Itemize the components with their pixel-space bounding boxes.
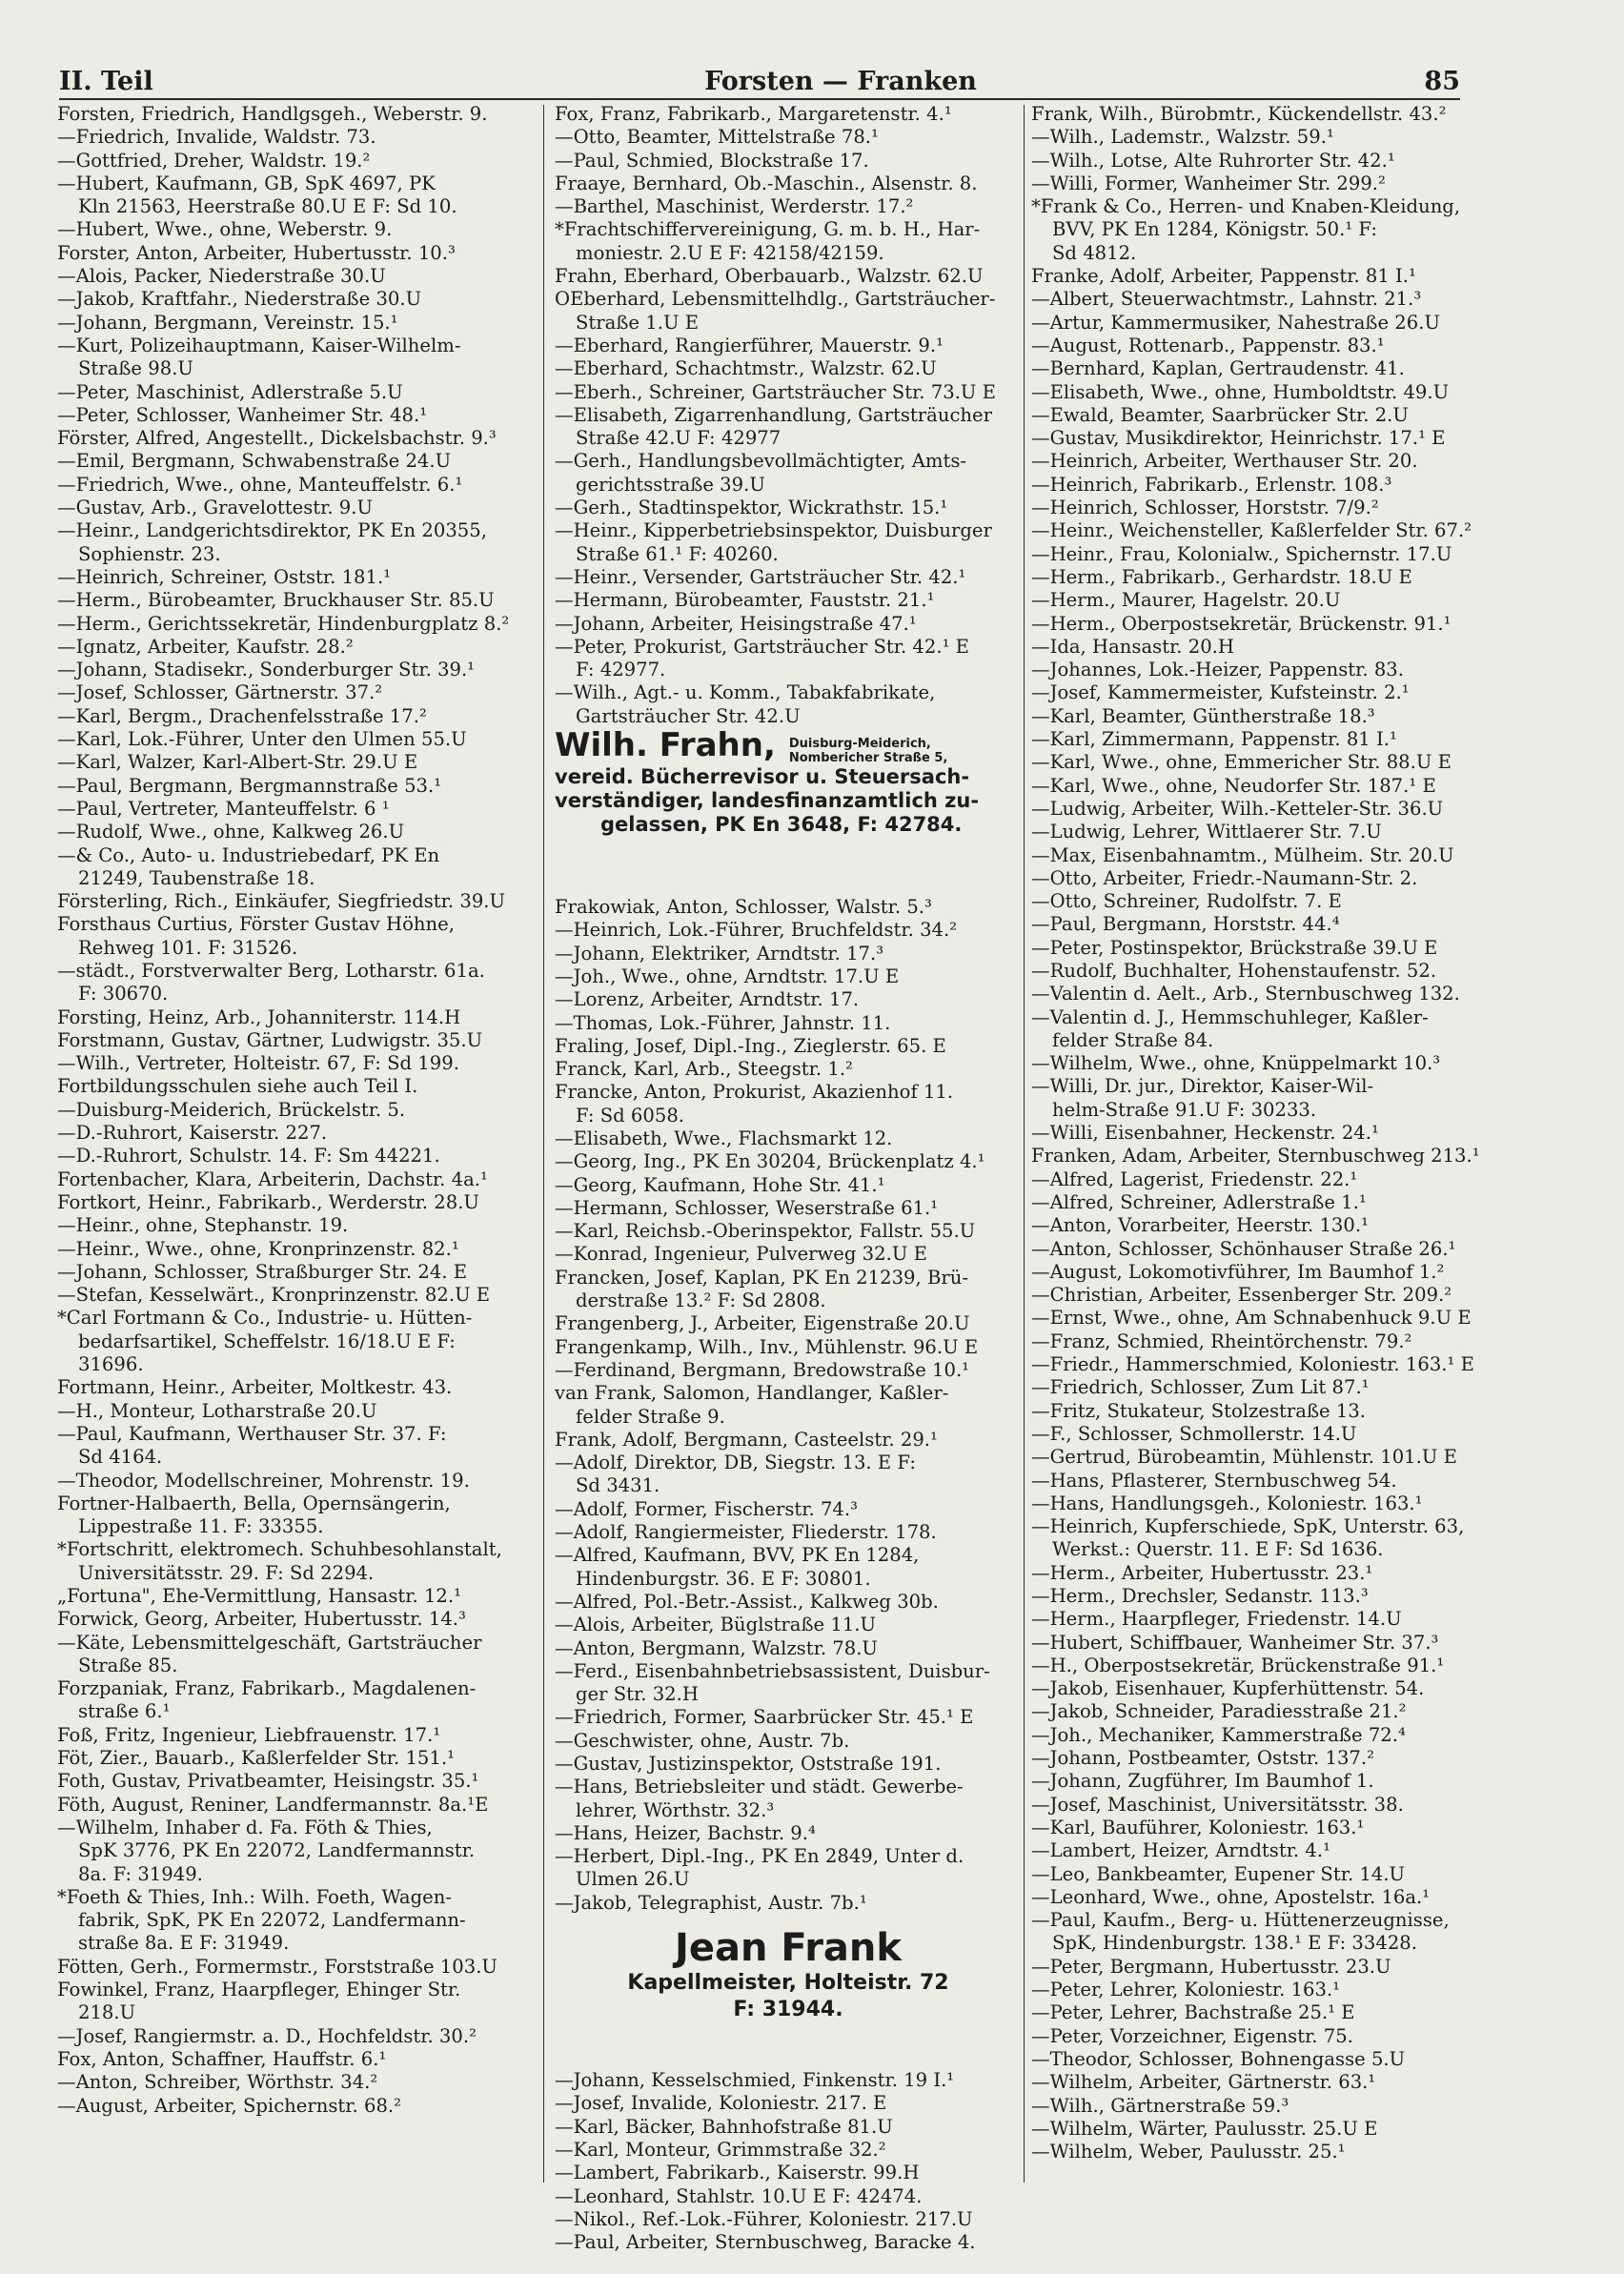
directory-entry: —Adolf, Former, Fischerstr. 74.³ bbox=[555, 1497, 858, 1520]
ad-line: F: 31944. bbox=[733, 1998, 843, 2022]
directory-entry: —Christian, Arbeiter, Essenberger Str. 209.² bbox=[1031, 1284, 1452, 1307]
directory-entry: —Max, Eisenbahnamtm., Mülheim. Str. 20.U bbox=[1031, 843, 1454, 866]
directory-entry: *Frachtschiffervereinigung, G. m. b. H., Har- bbox=[555, 218, 981, 241]
directory-entry: derstraße 13.² F: Sd 2808. bbox=[576, 1289, 826, 1312]
directory-entry: Universitätsstr. 29. F: Sd 2294. bbox=[78, 1561, 375, 1584]
directory-entry: —Herm., Gerichtssekretär, Hindenburgplatz 8.² bbox=[57, 612, 510, 635]
directory-entry: —Ewald, Beamter, Saarbrücker Str. 2.U bbox=[1031, 403, 1409, 426]
column-2-middle bbox=[555, 896, 1022, 1915]
directory-entry: —Leo, Bankbeamter, Eupener Str. 14.U bbox=[1031, 1862, 1406, 1885]
directory-entry: *Foeth & Thies, Inh.: Wilh. Foeth, Wagen- bbox=[57, 1885, 452, 1908]
directory-entry: —Heinr., Weichensteller, Kaßlerfelder Str. 67.² bbox=[1031, 519, 1472, 542]
directory-entry: Forsting, Heinz, Arb., Johanniterstr. 114.H bbox=[57, 1005, 461, 1028]
directory-entry: —Gottfried, Dreher, Waldstr. 19.² bbox=[57, 149, 371, 172]
directory-entry: Straße 61.¹ F: 40260. bbox=[576, 542, 779, 565]
directory-entry: —Herbert, Dipl.-Ing., PK En 2849, Unter d. bbox=[555, 1845, 964, 1868]
directory-entry: Frakowiak, Anton, Schlosser, Walstr. 5.³ bbox=[555, 896, 932, 919]
directory-entry: —Peter, Maschinist, Adlerstraße 5.U bbox=[57, 380, 403, 403]
directory-entry: Fortner-Halbaerth, Bella, Opernsängerin, bbox=[57, 1492, 451, 1514]
directory-entry: —Wilhelm, Inhaber d. Fa. Föth & Thies, bbox=[57, 1816, 433, 1838]
directory-entry: —Friedr., Hammerschmied, Koloniestr. 163.¹ E bbox=[1031, 1353, 1474, 1376]
directory-entry: —Eberhard, Schachtmstr., Walzstr. 62.U bbox=[555, 357, 937, 380]
directory-entry: —Hermann, Bürobeamter, Fauststr. 21.¹ bbox=[555, 589, 935, 612]
directory-entry: —D.-Ruhrort, Schulstr. 14. F: Sm 44221. bbox=[57, 1145, 440, 1167]
directory-entry: —Bernhard, Kaplan, Gertraudenstr. 41. bbox=[1031, 357, 1405, 380]
directory-entry: —Paul, Bergmann, Horststr. 44.⁴ bbox=[1031, 913, 1340, 936]
directory-entry: —Otto, Arbeiter, Friedr.-Naumann-Str. 2. bbox=[1031, 866, 1418, 889]
directory-entry: 31696. bbox=[78, 1353, 144, 1376]
directory-entry: —F., Schlosser, Schmollerstr. 14.U bbox=[1031, 1422, 1357, 1445]
directory-entry: —Heinrich, Lok.-Führer, Bruchfeldstr. 34.² bbox=[555, 919, 958, 942]
directory-entry: Fötten, Gerh., Formermstr., Forststraße 103.U bbox=[57, 1955, 497, 1978]
column-divider bbox=[1024, 105, 1025, 2183]
directory-entry: —August, Arbeiter, Spichernstr. 68.² bbox=[57, 2094, 401, 2117]
directory-entry: —Georg, Kaufmann, Hohe Str. 41.¹ bbox=[555, 1173, 885, 1196]
ad-line: gelassen, PK En 3648, F: 42784. bbox=[600, 813, 963, 837]
directory-entry: —Karl, Bauführer, Koloniestr. 163.¹ bbox=[1031, 1816, 1365, 1838]
directory-entry: —Josef, Invalide, Koloniestr. 217. E bbox=[555, 2092, 887, 2115]
directory-entry: —Hans, Heizer, Bachstr. 9.⁴ bbox=[555, 1821, 816, 1844]
directory-entry: Sophienstr. 23. bbox=[78, 542, 221, 565]
directory-entry: —Karl, Bäcker, Bahnhofstraße 81.U bbox=[555, 2115, 893, 2138]
directory-entry: —Friedrich, Invalide, Waldstr. 73. bbox=[57, 126, 376, 149]
directory-entry: Frahn, Eberhard, Oberbauarb., Walzstr. 62.U bbox=[555, 265, 984, 288]
directory-entry: —Alfred, Pol.-Betr.-Assist., Kalkweg 30b. bbox=[555, 1590, 939, 1613]
directory-entry: Föth, August, Reniner, Landfermannstr. 8a.¹E bbox=[57, 1793, 489, 1816]
column-2 bbox=[555, 103, 1022, 2254]
directory-entry: —Gustav, Arb., Gravelottestr. 9.U bbox=[57, 497, 373, 519]
directory-entry: moniestr. 2.U E F: 42158/42159. bbox=[576, 241, 884, 264]
directory-entry: —Duisburg-Meiderich, Brückelstr. 5. bbox=[57, 1098, 406, 1121]
directory-entry: Fortbildungsschulen siehe auch Teil I. bbox=[57, 1075, 418, 1098]
directory-entry: —Wilh., Lotse, Alte Ruhrorter Str. 42.¹ bbox=[1031, 149, 1395, 172]
directory-entry: —Ludwig, Arbeiter, Wilh.-Ketteler-Str. 36.U bbox=[1031, 797, 1444, 820]
directory-entry: —Alfred, Schreiner, Adlerstraße 1.¹ bbox=[1031, 1190, 1367, 1213]
directory-entry: —Paul, Kaufm., Berg- u. Hüttenerzeugnisse, bbox=[1031, 1909, 1450, 1932]
directory-entry: —& Co., Auto- u. Industriebedarf, PK En bbox=[57, 843, 440, 866]
directory-entry: —Wilhelm, Wwe., ohne, Knüppelmarkt 10.³ bbox=[1031, 1052, 1441, 1075]
directory-entry: Förster, Alfred, Angestellt., Dickelsbachstr. 9.³ bbox=[57, 427, 497, 450]
directory-entry: —Paul, Vertreter, Manteuffelstr. 6 ¹ bbox=[57, 797, 390, 820]
directory-entry: —Elisabeth, Wwe., ohne, Humboldtstr. 49.U bbox=[1031, 380, 1450, 403]
directory-entry: —Lambert, Fabrikarb., Kaiserstr. 99.H bbox=[555, 2162, 920, 2184]
directory-entry: —Johann, Kesselschmied, Finkenstr. 19 I.¹ bbox=[555, 2069, 955, 2092]
directory-entry: —Johann, Zugführer, Im Baumhof 1. bbox=[1031, 1770, 1374, 1793]
directory-entry: van Frank, Salomon, Handlanger, Kaßler- bbox=[555, 1382, 949, 1405]
directory-entry: *Frank & Co., Herren- und Knaben-Kleidung, bbox=[1031, 195, 1461, 218]
directory-entry: Franck, Karl, Arb., Steegstr. 1.² bbox=[555, 1058, 853, 1081]
directory-entry: Foß, Fritz, Ingenieur, Liebfrauenstr. 17.¹ bbox=[57, 1723, 441, 1746]
directory-entry: —Gerh., Handlungsbevollmächtigter, Amts- bbox=[555, 450, 967, 473]
directory-entry: —Karl, Bergm., Drachenfelsstraße 17.² bbox=[57, 704, 427, 727]
directory-entry: bedarfsartikel, Scheffelstr. 16/18.U E F: bbox=[78, 1330, 456, 1352]
directory-entry: Straße 85. bbox=[78, 1654, 178, 1676]
directory-entry: —Karl, Walzer, Karl-Albert-Str. 29.U E bbox=[57, 751, 418, 774]
directory-entry: —Albert, Steuerwachtmstr., Lahnstr. 21.³ bbox=[1031, 288, 1422, 311]
directory-entry: felder Straße 9. bbox=[576, 1405, 725, 1428]
directory-entry: —Johann, Stadisekr., Sonderburger Str. 39.¹ bbox=[57, 659, 476, 681]
directory-entry: Fortmann, Heinr., Arbeiter, Moltkestr. 43. bbox=[57, 1376, 453, 1399]
directory-entry: —Franz, Schmied, Rheintörchenstr. 79.² bbox=[1031, 1330, 1412, 1352]
directory-entry: —Johann, Postbeamter, Oststr. 137.² bbox=[1031, 1747, 1374, 1770]
directory-entry: —Elisabeth, Wwe., Flachsmarkt 12. bbox=[555, 1127, 893, 1149]
directory-entry: Rehweg 101. F: 31526. bbox=[78, 936, 298, 959]
directory-entry: —Friedrich, Schlosser, Zum Lit 87.¹ bbox=[1031, 1376, 1370, 1399]
directory-entry: —Anton, Schreiber, Wörthstr. 34.² bbox=[57, 2071, 378, 2094]
directory-entry: Fortenbacher, Klara, Arbeiterin, Dachstr. 4a.¹ bbox=[57, 1167, 488, 1190]
directory-entry: Franke, Adolf, Arbeiter, Pappenstr. 81 I.¹ bbox=[1031, 265, 1416, 288]
directory-entry: —Peter, Schlosser, Wanheimer Str. 48.¹ bbox=[57, 403, 428, 426]
directory-entry: —Heinrich, Fabrikarb., Erlenstr. 108.³ bbox=[1031, 473, 1392, 496]
directory-entry: —Gertrud, Bürobeamtin, Mühlenstr. 101.U E bbox=[1031, 1446, 1457, 1469]
directory-entry: Forstmann, Gustav, Gärtner, Ludwigstr. 35.U bbox=[57, 1028, 483, 1051]
directory-entry: Foth, Gustav, Privatbeamter, Heisingstr. 35.¹ bbox=[57, 1770, 479, 1793]
directory-entry: 21249, Taubenstraße 18. bbox=[78, 866, 315, 889]
directory-entry: —Peter, Lehrer, Koloniestr. 163.¹ bbox=[1031, 1979, 1341, 2001]
directory-entry: straße 6.¹ bbox=[78, 1700, 171, 1723]
directory-entry: —Heinrich, Kupferschiede, SpK, Unterstr. 63, bbox=[1031, 1515, 1465, 1538]
directory-entry: —Elisabeth, Zigarrenhandlung, Gartsträucher bbox=[555, 403, 992, 426]
directory-entry: —Herm., Bürobeamter, Bruckhauser Str. 85.U bbox=[57, 589, 495, 612]
advertisement-jean-frank bbox=[555, 1915, 1022, 2069]
directory-entry: BVV, PK En 1284, Königstr. 50.¹ F: bbox=[1052, 218, 1377, 241]
directory-entry: —Konrad, Ingenieur, Pulverweg 32.U E bbox=[555, 1243, 927, 1266]
directory-entry: F: 42977. bbox=[576, 659, 666, 681]
ad-line: vereid. Bücherrevisor u. Steuersach- bbox=[555, 765, 970, 789]
directory-entry: —Herm., Haarpfleger, Friedenstr. 14.U bbox=[1031, 1608, 1402, 1631]
directory-entry: —Josef, Kammermeister, Kufsteinstr. 2.¹ bbox=[1031, 681, 1410, 704]
directory-entry: —Herm., Maurer, Hagelstr. 20.U bbox=[1031, 589, 1341, 612]
directory-entry: —Peter, Lehrer, Bachstraße 25.¹ E bbox=[1031, 2001, 1355, 2024]
directory-entry: —Willi, Former, Wanheimer Str. 299.² bbox=[1031, 172, 1386, 194]
directory-entry: —Nikol., Ref.-Lok.-Führer, Koloniestr. 217.U bbox=[555, 2207, 973, 2230]
directory-entry: —Heinr., Versender, Gartsträucher Str. 42.¹ bbox=[555, 565, 966, 588]
directory-entry: —Wilh., Vertreter, Holteistr. 67, F: Sd 199. bbox=[57, 1052, 459, 1075]
column-divider bbox=[543, 105, 544, 2183]
directory-entry: —Paul, Bergmann, Bergmannstraße 53.¹ bbox=[57, 774, 442, 797]
directory-entry: —Johann, Schlosser, Straßburger Str. 24. E bbox=[57, 1260, 468, 1283]
directory-entry: Forster, Anton, Arbeiter, Hubertusstr. 10.³ bbox=[57, 241, 456, 264]
directory-entry: helm-Straße 91.U F: 30233. bbox=[1052, 1098, 1317, 1121]
directory-entry: Straße 98.U bbox=[78, 357, 193, 380]
directory-entry: —Herm., Oberpostsekretär, Brückenstr. 91.¹ bbox=[1031, 612, 1451, 635]
directory-entry: —Peter, Prokurist, Gartsträucher Str. 42.¹ E bbox=[555, 635, 969, 658]
directory-entry: —Fritz, Stukateur, Stolzestraße 13. bbox=[1031, 1399, 1367, 1422]
directory-entry: —Josef, Schlosser, Gärtnerstr. 37.² bbox=[57, 681, 383, 704]
directory-entry: Francken, Josef, Kaplan, PK En 21239, Brü- bbox=[555, 1266, 968, 1289]
directory-entry: —Karl, Lok.-Führer, Unter den Ulmen 55.U bbox=[57, 728, 467, 751]
directory-entry: —Herm., Drechsler, Sedanstr. 113.³ bbox=[1031, 1585, 1369, 1607]
directory-entry: —Heinr., Wwe., ohne, Kronprinzenstr. 82.¹ bbox=[57, 1237, 459, 1260]
directory-entry: 218.U bbox=[78, 2001, 136, 2024]
directory-entry: —Anton, Bergmann, Walzstr. 78.U bbox=[555, 1636, 878, 1659]
directory-entry: —Herm., Fabrikarb., Gerhardstr. 18.U E bbox=[1031, 565, 1412, 588]
directory-entry: SpK, Hindenburgstr. 138.¹ E F: 33428. bbox=[1052, 1932, 1417, 1955]
column-1 bbox=[57, 103, 534, 2118]
directory-entry: —Willi, Dr. jur., Direktor, Kaiser-Wil- bbox=[1031, 1075, 1374, 1098]
header-rule bbox=[59, 98, 1460, 100]
directory-entry: Forsthaus Curtius, Förster Gustav Höhne, bbox=[57, 913, 455, 936]
page-header bbox=[59, 57, 1460, 99]
directory-entry: Forsten, Friedrich, Handlgsgeh., Weberstr. 9. bbox=[57, 103, 488, 125]
directory-entry: Föt, Zier., Bauarb., Kaßlerfelder Str. 151.¹ bbox=[57, 1747, 455, 1770]
directory-entry: —Johann, Elektriker, Arndtstr. 17.³ bbox=[555, 942, 884, 964]
directory-entry: Hindenburgstr. 36. E F: 30801. bbox=[576, 1567, 871, 1590]
directory-entry: —städt., Forstverwalter Berg, Lotharstr. 61a. bbox=[57, 959, 485, 982]
directory-entry: —Hubert, Kaufmann, GB, SpK 4697, PK bbox=[57, 172, 436, 194]
ad-line: Kapellmeister, Holteistr. 72 bbox=[627, 1971, 949, 1996]
directory-entry: —Ida, Hansastr. 20.H bbox=[1031, 635, 1234, 658]
directory-entry: —Theodor, Modellschreiner, Mohrenstr. 19. bbox=[57, 1469, 470, 1492]
directory-entry: Fortkort, Heinr., Fabrikarb., Werderstr. 28.U bbox=[57, 1190, 479, 1213]
directory-entry: —Leonhard, Wwe., ohne, Apostelstr. 16a.¹ bbox=[1031, 1885, 1431, 1908]
directory-entry: —Geschwister, ohne, Austr. 7b. bbox=[555, 1729, 850, 1752]
directory-entry: —Gerh., Stadtinspektor, Wickrathstr. 15.¹ bbox=[555, 497, 948, 519]
directory-entry: —Joh., Mechaniker, Kammerstraße 72.⁴ bbox=[1031, 1723, 1406, 1746]
column-3 bbox=[1031, 103, 1508, 2163]
directory-entry: —Thomas, Lok.-Führer, Jahnstr. 11. bbox=[555, 1011, 891, 1034]
directory-entry: Frangenkamp, Wilh., Inv., Mühlenstr. 96.U E bbox=[555, 1335, 979, 1358]
directory-entry: —Heinr., Frau, Kolonialw., Spichernstr. 17.U bbox=[1031, 542, 1452, 565]
page-number: 85 bbox=[1424, 67, 1460, 96]
directory-entry: felder Straße 84. bbox=[1052, 1028, 1214, 1051]
directory-entry: —Hans, Betriebsleiter und städt. Gewerbe- bbox=[555, 1776, 964, 1798]
directory-entry: —Ignatz, Arbeiter, Kaufstr. 28.² bbox=[57, 635, 354, 658]
directory-entry: Försterling, Rich., Einkäufer, Siegfriedstr. 39.U bbox=[57, 890, 506, 913]
directory-entry: —Ernst, Wwe., ohne, Am Schnabenhuck 9.U E bbox=[1031, 1307, 1472, 1330]
directory-entry: —Georg, Ing., PK En 30204, Brückenplatz 4.¹ bbox=[555, 1150, 985, 1173]
directory-entry: —Paul, Arbeiter, Sternbuschweg, Baracke 4. bbox=[555, 2231, 976, 2254]
column-2-bottom bbox=[555, 2069, 1022, 2254]
directory-entry: Fox, Franz, Fabrikarb., Margaretenstr. 4.¹ bbox=[555, 103, 952, 125]
directory-entry: Sd 4812. bbox=[1052, 241, 1137, 264]
directory-entry: —Adolf, Rangiermeister, Fliederstr. 178. bbox=[555, 1521, 937, 1544]
directory-entry: —Rudolf, Wwe., ohne, Kalkweg 26.U bbox=[57, 821, 405, 843]
directory-entry: —Leonhard, Stahlstr. 10.U E F: 42474. bbox=[555, 2184, 923, 2207]
directory-entry: lehrer, Wörthstr. 32.³ bbox=[576, 1798, 775, 1821]
directory-entry: ger Str. 32.H bbox=[576, 1683, 699, 1706]
directory-entry: —Wilhelm, Weber, Paulusstr. 25.¹ bbox=[1031, 2141, 1346, 2163]
directory-entry: —Heinrich, Schreiner, Oststr. 181.¹ bbox=[57, 565, 392, 588]
advertisement-wilh-frahn bbox=[555, 728, 1022, 896]
directory-entry: —Hans, Pflasterer, Sternbuschweg 54. bbox=[1031, 1469, 1397, 1492]
directory-entry: —August, Lokomotivführer, Im Baumhof 1.² bbox=[1031, 1260, 1445, 1283]
directory-entry: gerichtsstraße 39.U bbox=[576, 473, 765, 496]
directory-entry: —Hans, Handlungsgeh., Koloniestr. 163.¹ bbox=[1031, 1492, 1423, 1514]
directory-entry: —Jakob, Eisenhauer, Kupferhüttenstr. 54. bbox=[1031, 1677, 1425, 1700]
directory-entry: —D.-Ruhrort, Kaiserstr. 227. bbox=[57, 1122, 328, 1145]
directory-entry: —Josef, Maschinist, Universitätsstr. 38. bbox=[1031, 1793, 1404, 1816]
directory-entry: —Emil, Bergmann, Schwabenstraße 24.U bbox=[57, 450, 452, 473]
directory-entry: Straße 42.U F: 42977 bbox=[576, 427, 782, 450]
directory-entry: —Herm., Arbeiter, Hubertusstr. 23.¹ bbox=[1031, 1561, 1373, 1584]
directory-entry: *Carl Fortmann & Co., Industrie- u. Hütten- bbox=[57, 1307, 473, 1330]
directory-entry: —Wilh., Gärtnerstraße 59.³ bbox=[1031, 2094, 1289, 2117]
directory-entry: —Rudolf, Buchhalter, Hohenstaufenstr. 52. bbox=[1031, 959, 1437, 982]
directory-entry: —Wilh., Agt.- u. Komm., Tabakfabrikate, bbox=[555, 681, 936, 704]
directory-entry: —Wilhelm, Wärter, Paulusstr. 25.U E bbox=[1031, 2117, 1378, 2140]
directory-entry: —Otto, Schreiner, Rudolfstr. 7. E bbox=[1031, 890, 1342, 913]
directory-entry: —Friedrich, Wwe., ohne, Manteuffelstr. 6.¹ bbox=[57, 473, 463, 496]
page-title: Forsten — Franken bbox=[704, 67, 977, 96]
directory-entry: —Lambert, Heizer, Arndtstr. 4.¹ bbox=[1031, 1839, 1330, 1862]
directory-entry: —Heinr., Kipperbetriebsinspektor, Duisburger bbox=[555, 519, 992, 542]
directory-entry: OEberhard, Lebensmittelhdlg., Gartsträucher- bbox=[555, 288, 996, 311]
directory-entry: —Hubert, Wwe., ohne, Weberstr. 9. bbox=[57, 218, 393, 241]
directory-entry: —Josef, Rangiermstr. a. D., Hochfeldstr. 30.² bbox=[57, 2024, 477, 2047]
directory-entry: Frangenberg, J., Arbeiter, Eigenstraße 20.U bbox=[555, 1312, 970, 1335]
directory-entry: Fraaye, Bernhard, Ob.-Maschin., Alsenstr. 8. bbox=[555, 172, 978, 194]
directory-entry: —Karl, Reichsb.-Oberinspektor, Fallstr. 55.U bbox=[555, 1220, 976, 1243]
directory-entry: Fox, Anton, Schaffner, Hauffstr. 6.¹ bbox=[57, 2047, 387, 2070]
directory-entry: —Heinr., ohne, Stephanstr. 19. bbox=[57, 1214, 349, 1237]
directory-entry: —Hubert, Schiffbauer, Wanheimer Str. 37.³ bbox=[1031, 1631, 1439, 1654]
directory-entry: —Jakob, Telegraphist, Austr. 7b.¹ bbox=[555, 1891, 867, 1914]
directory-entry: Werkst.: Querstr. 11. E F: Sd 1636. bbox=[1052, 1538, 1384, 1561]
directory-entry: —Paul, Schmied, Blockstraße 17. bbox=[555, 149, 869, 172]
directory-entry: *Fortschritt, elektromech. Schuhbesohlanstalt, bbox=[57, 1538, 502, 1561]
directory-entry: Frank, Adolf, Bergmann, Casteelstr. 29.¹ bbox=[555, 1428, 938, 1451]
part-label: II. Teil bbox=[59, 67, 153, 96]
directory-entry: Forzpaniak, Franz, Fabrikarb., Magdalenen- bbox=[57, 1677, 477, 1700]
directory-entry: Francke, Anton, Prokurist, Akazienhof 11. bbox=[555, 1081, 954, 1104]
directory-entry: —Gustav, Musikdirektor, Heinrichstr. 17.¹ E bbox=[1031, 427, 1446, 450]
directory-entry: —Stefan, Kesselwärt., Kronprinzenstr. 82.U E bbox=[57, 1284, 491, 1307]
directory-entry: Kln 21563, Heerstraße 80.U E F: Sd 10. bbox=[78, 195, 457, 218]
directory-entry: —Artur, Kammermusiker, Nahestraße 26.U bbox=[1031, 311, 1440, 334]
directory-entry: —Otto, Beamter, Mittelstraße 78.¹ bbox=[555, 126, 879, 149]
directory-entry: —Karl, Wwe., ohne, Emmericher Str. 88.U E bbox=[1031, 751, 1451, 774]
directory-entry: —Wilhelm, Arbeiter, Gärtnerstr. 63.¹ bbox=[1031, 2071, 1376, 2094]
directory-entry: —Kurt, Polizeihauptmann, Kaiser-Wilhelm- bbox=[57, 334, 461, 356]
directory-entry: Franken, Adam, Arbeiter, Sternbuschweg 213.¹ bbox=[1031, 1145, 1480, 1167]
directory-entry: —Lorenz, Arbeiter, Arndtstr. 17. bbox=[555, 988, 860, 1011]
directory-entry: 8a. F: 31949. bbox=[78, 1862, 203, 1885]
directory-entry: —Alois, Arbeiter, Büglstraße 11.U bbox=[555, 1614, 877, 1636]
directory-entry: —Peter, Vorzeichner, Eigenstr. 75. bbox=[1031, 2024, 1353, 2047]
directory-entry: —Friedrich, Former, Saarbrücker Str. 45.¹ E bbox=[555, 1706, 974, 1729]
directory-entry: —Heinrich, Arbeiter, Werthauser Str. 20. bbox=[1031, 450, 1418, 473]
directory-entry: —Barthel, Maschinist, Werderstr. 17.² bbox=[555, 195, 914, 218]
ad-name: Jean Frank bbox=[675, 1926, 902, 1971]
ad-place-line: Duisburg-Meiderich, bbox=[788, 737, 931, 752]
directory-entry: —Wilh., Lademstr., Walzstr. 59.¹ bbox=[1031, 126, 1334, 149]
directory-entry: —Eberh., Schreiner, Gartsträucher Str. 73.U E bbox=[555, 380, 996, 403]
directory-entry: —Gustav, Justizinspektor, Oststraße 191. bbox=[555, 1753, 942, 1775]
directory-entry: —Eberhard, Rangierführer, Mauerstr. 9.¹ bbox=[555, 334, 944, 356]
directory-entry: Sd 3431. bbox=[576, 1474, 660, 1497]
directory-entry: straße 8a. E F: 31949. bbox=[78, 1932, 290, 1955]
directory-entry: Fowinkel, Franz, Haarpfleger, Ehinger Str. bbox=[57, 1979, 461, 2001]
directory-entry: Straße 1.U E bbox=[576, 311, 699, 334]
ad-name: Wilh. Frahn, bbox=[555, 726, 776, 765]
ad-place-line: Nombericher Straße 5, bbox=[788, 751, 948, 766]
directory-entry: —Karl, Monteur, Grimmstraße 32.² bbox=[555, 2138, 886, 2161]
directory-entry: —Käte, Lebensmittelgeschäft, Gartsträucher bbox=[57, 1631, 482, 1654]
directory-entry: —Heinrich, Schlosser, Horststr. 7/9.² bbox=[1031, 497, 1379, 519]
directory-entry: —Ferdinand, Bergmann, Bredowstraße 10.¹ bbox=[555, 1358, 970, 1381]
directory-entry: —H., Oberpostsekretär, Brückenstraße 91.¹ bbox=[1031, 1654, 1445, 1676]
ad-line: verständiger, landesfinanzamtlich zu- bbox=[555, 789, 980, 813]
directory-entry: —Jakob, Schneider, Paradiesstraße 21.² bbox=[1031, 1700, 1407, 1723]
directory-entry: —Karl, Beamter, Güntherstraße 18.³ bbox=[1031, 704, 1375, 727]
directory-entry: —Johannes, Lok.-Heizer, Pappenstr. 83. bbox=[1031, 659, 1405, 681]
directory-entry: —Peter, Postinspektor, Brückstraße 39.U E bbox=[1031, 936, 1438, 959]
directory-entry: —Karl, Wwe., ohne, Neudorfer Str. 187.¹ E bbox=[1031, 774, 1436, 797]
directory-entry: —Ludwig, Lehrer, Wittlaerer Str. 7.U bbox=[1031, 821, 1382, 843]
directory-entry: —H., Monteur, Lotharstraße 20.U bbox=[57, 1399, 377, 1422]
directory-entry: SpK 3776, PK En 22072, Landfermannstr. bbox=[78, 1839, 476, 1862]
directory-entry: —Anton, Vorarbeiter, Heerstr. 130.¹ bbox=[1031, 1214, 1369, 1237]
directory-entry: —Johann, Arbeiter, Heisingstraße 47.¹ bbox=[555, 612, 917, 635]
directory-entry: „Fortuna", Ehe-Vermittlung, Hansastr. 12.¹ bbox=[57, 1585, 461, 1607]
directory-entry: —Paul, Kaufmann, Werthauser Str. 37. F: bbox=[57, 1422, 447, 1445]
directory-entry: —Alois, Packer, Niederstraße 30.U bbox=[57, 265, 386, 288]
directory-entry: —Ferd., Eisenbahnbetriebsassistent, Duisbur- bbox=[555, 1659, 990, 1682]
directory-entry: —Valentin d. J., Hemmschuhleger, Kaßler- bbox=[1031, 1005, 1429, 1028]
directory-entry: —Alfred, Kaufmann, BVV, PK En 1284, bbox=[555, 1544, 920, 1567]
directory-entry: Gartsträucher Str. 42.U bbox=[576, 704, 801, 727]
directory-entry: Forwick, Georg, Arbeiter, Hubertusstr. 14.³ bbox=[57, 1608, 466, 1631]
directory-entry: —August, Rottenarb., Pappenstr. 83.¹ bbox=[1031, 334, 1385, 356]
directory-entry: —Peter, Bergmann, Hubertusstr. 23.U bbox=[1031, 1955, 1391, 1978]
directory-entry: —Joh., Wwe., ohne, Arndtstr. 17.U E bbox=[555, 964, 900, 987]
directory-entry: —Johann, Bergmann, Vereinstr. 15.¹ bbox=[57, 311, 398, 334]
directory-entry: —Willi, Eisenbahner, Heckenstr. 24.¹ bbox=[1031, 1122, 1379, 1145]
directory-entry: —Hermann, Schlosser, Weserstraße 61.¹ bbox=[555, 1196, 939, 1219]
directory-entry: —Theodor, Schlosser, Bohnengasse 5.U bbox=[1031, 2047, 1406, 2070]
directory-entry: —Karl, Zimmermann, Pappenstr. 81 I.¹ bbox=[1031, 728, 1397, 751]
directory-entry: Sd 4164. bbox=[78, 1446, 163, 1469]
directory-entry: F: Sd 6058. bbox=[576, 1104, 685, 1127]
directory-entry: Lippestraße 11. F: 33355. bbox=[78, 1515, 324, 1538]
directory-entry: fabrik, SpK, PK En 22072, Landfermann- bbox=[78, 1909, 466, 1932]
directory-entry: F: 30670. bbox=[78, 983, 169, 1005]
directory-entry: —Valentin d. Aelt., Arb., Sternbuschweg 132. bbox=[1031, 983, 1460, 1005]
directory-entry: —Jakob, Kraftfahr., Niederstraße 30.U bbox=[57, 288, 422, 311]
directory-entry: —Anton, Schlosser, Schönhauser Straße 26.¹ bbox=[1031, 1237, 1456, 1260]
directory-entry: Ulmen 26.U bbox=[576, 1868, 690, 1891]
directory-entry: —Adolf, Direktor, DB, Siegstr. 13. E F: bbox=[555, 1452, 916, 1474]
directory-entry: —Heinr., Landgerichtsdirektor, PK En 20355, bbox=[57, 519, 487, 542]
directory-entry: —Alfred, Lagerist, Friedenstr. 22.¹ bbox=[1031, 1167, 1358, 1190]
directory-entry: Fraling, Josef, Dipl.-Ing., Zieglerstr. 65. E bbox=[555, 1034, 946, 1057]
ad-place bbox=[789, 737, 948, 765]
column-2-top bbox=[555, 103, 1022, 728]
directory-entry: Frank, Wilh., Bürobmtr., Kückendellstr. 43.² bbox=[1031, 103, 1447, 125]
